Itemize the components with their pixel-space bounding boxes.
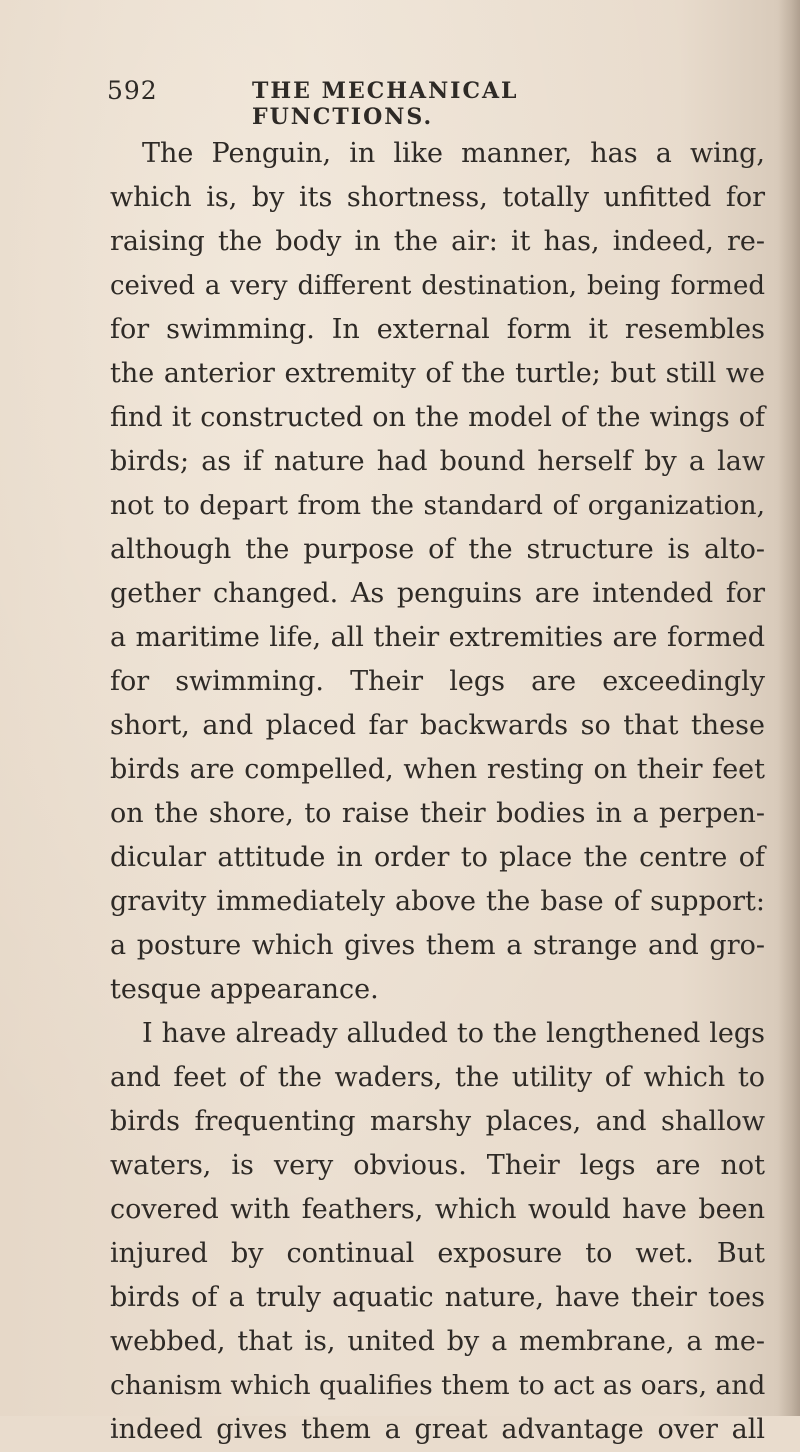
page-header (107, 70, 667, 130)
page-number: 592 (107, 76, 158, 105)
text-line: covered with feathers, which would have been (110, 1194, 765, 1225)
text-line: chanism which qualifies them to act as oars, and (110, 1370, 766, 1401)
text-line: although the purpose of the structure is alto- (110, 534, 765, 565)
text-line: gether changed. As penguins are intended for (110, 578, 765, 609)
text-line: indeed gives them a great advantage over all (110, 1414, 765, 1445)
text-line: find it constructed on the model of the wings of (110, 402, 765, 433)
text-line: short, and placed far backwards so that these (110, 710, 765, 741)
text-line: I have already alluded to the lengthened legs (142, 1018, 765, 1049)
text-line: ceived a very different destination, being formed (110, 271, 765, 301)
text-line: dicular attitude in order to place the centre of (110, 842, 765, 873)
text-line: birds frequenting marshy places, and shallow (110, 1106, 765, 1137)
text-line: a maritime life, all their extremities are formed (110, 622, 765, 653)
running-title: THE MECHANICAL FUNCTIONS. (252, 78, 519, 130)
text-line: and feet of the waders, the utility of which to (110, 1062, 765, 1093)
text-line: webbed, that is, united by a membrane, a me- (110, 1326, 765, 1357)
text-line: on the shore, to raise their bodies in a perpen- (110, 798, 765, 829)
text-line: injured by continual exposure to wet. But (110, 1238, 765, 1269)
text-line: not to depart from the standard of organization, (110, 490, 765, 521)
text-line: gravity immediately above the base of support: (110, 886, 765, 917)
text-line: birds; as if nature had bound herself by a law (110, 446, 765, 477)
text-line: which is, by its shortness, totally unfitted for (110, 182, 765, 213)
page-gutter-shadow (778, 0, 800, 1416)
text-line: waters, is very obvious. Their legs are not (110, 1150, 765, 1181)
text-line: The Penguin, in like manner, has a wing, (142, 138, 765, 169)
text-line: tesque appearance. (110, 974, 379, 1005)
text-line: raising the body in the air: it has, indeed, re- (110, 226, 765, 257)
text-line: birds of a truly aquatic nature, have their toes (110, 1282, 765, 1313)
text-line: a posture which gives them a strange and gro- (110, 930, 765, 961)
text-line: birds are compelled, when resting on their feet (110, 754, 765, 785)
text-line: for swimming. Their legs are exceedingly (110, 666, 765, 697)
text-line: the anterior extremity of the turtle; but still we (110, 358, 765, 389)
text-line: for swimming. In external form it resembles (110, 314, 765, 345)
